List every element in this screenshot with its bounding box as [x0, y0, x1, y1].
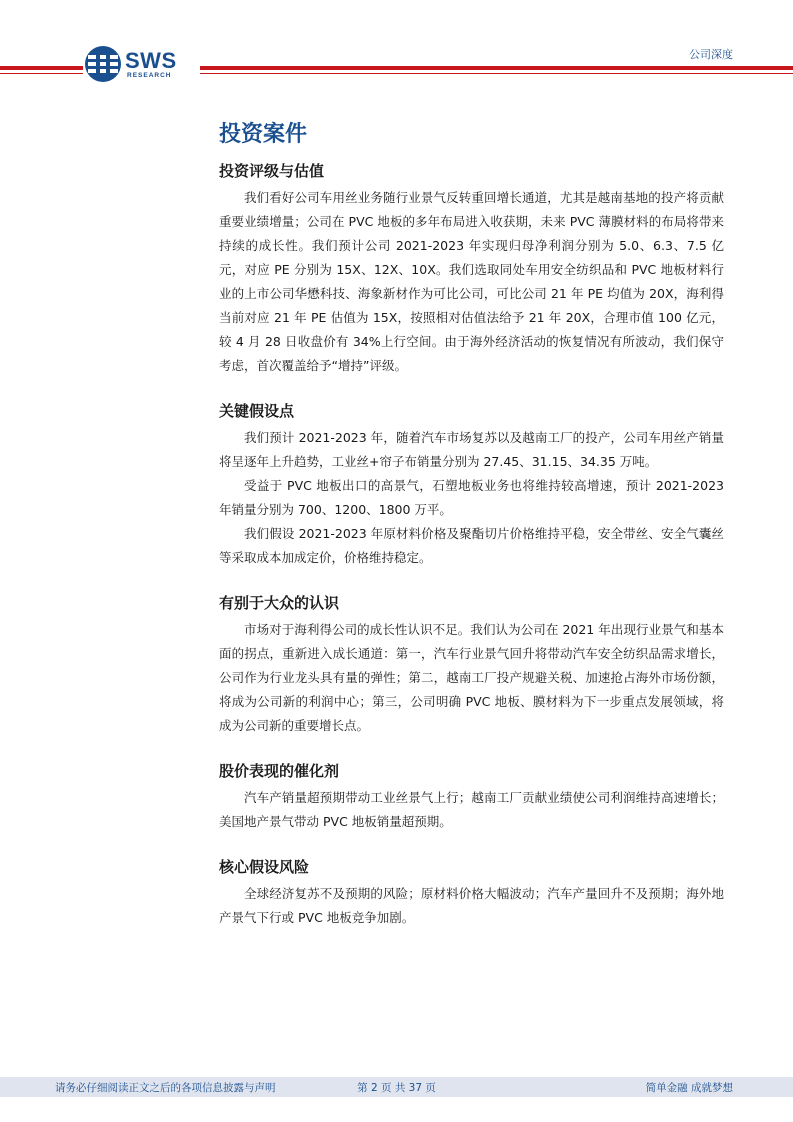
section-differentiated-view [219, 590, 724, 738]
header-rule-right-thin [200, 73, 793, 74]
section-title: 有别于大众的认识 [219, 594, 340, 612]
section-catalysts [219, 758, 724, 834]
paragraph: 市场对于海利得公司的成长性认识不足。我们认为公司在 2021 年出现行业景气和基本面的拐点，重新进入成长通道：第一，汽车行业景气回升将带动汽车安全纺织品需求增长，公司作为行业龙头具有量的弹性；第二，越南工厂投产规避关税、加速抢占海外市场份额，将成为公司新的利润中心；第三，公司明确 PVC 地板、膜材料为下一步重点发展领域，将成为公司新的重要增长点。 [219, 622, 724, 733]
logo-text: SWS [125, 48, 177, 73]
logo-subtext: RESEARCH [127, 72, 172, 79]
header-rule-left-thin [0, 73, 83, 74]
header-rule-left [0, 66, 83, 70]
section-title: 股价表现的催化剂 [219, 762, 340, 780]
paragraph: 我们预计 2021-2023 年，随着汽车市场复苏以及越南工厂的投产，公司车用丝产销量将呈逐年上升趋势，工业丝+帘子布销量分别为 27.45、31.15、34.35 万吨。 [219, 430, 724, 469]
header-rule-right [200, 66, 793, 70]
section-title: 投资评级与估值 [219, 162, 325, 180]
paragraph: 我们看好公司车用丝业务随行业景气反转重回增长通道，尤其是越南基地的投产将贡献重要业绩增量；公司在 PVC 地板的多年布局进入收获期，未来 PVC 薄膜材料的布局将带来持续的成长性。我们预计公司 2021-2023 年实现归母净利润分别为 5.0、6.3、7.5 亿元，对应 PE 分别为 15X、12X、10X。我们选取同处车用安全纺织品和 PVC 地板材料行业的上市公司华懋科技、海象新材作为可比公司，可比公司 21 年 PE 均值为 20X，海利得当前对应 21 年 PE 估值为 15X，按照相对估值法给予 21 年 20X，合理市值 100 亿元，较 4 月 28 日收盘价有 34%上行空间。由于海外经济活动的恢复情况有所波动，我们保守考虑，首次覆盖给予“增持”评级。 [219, 190, 724, 373]
paragraph: 受益于 PVC 地板出口的高景气，石塑地板业务也将维持较高增速，预计 2021-2023 年销量分别为 700、1200、1800 万平。 [219, 478, 724, 517]
page-title: 投资案件 [219, 122, 308, 147]
paragraph: 我们假设 2021-2023 年原材料价格及聚酯切片价格维持平稳，安全带丝、安全气囊丝等采取成本加成定价，价格维持稳定。 [219, 526, 724, 565]
footer-disclaimer: 请务必仔细阅读正文之后的各项信息披露与声明 [55, 1082, 276, 1094]
paragraph: 汽车产销量超预期带动工业丝景气上行；越南工厂贡献业绩使公司利润维持高速增长；美国地产景气带动 PVC 地板销量超预期。 [219, 790, 724, 829]
section-valuation [219, 158, 724, 378]
section-key-assumptions [219, 398, 724, 570]
footer-slogan: 简单金融 成就梦想 [645, 1082, 733, 1094]
section-title: 关键假设点 [219, 402, 295, 420]
section-risks [219, 854, 724, 930]
page-number: 第 2 页 共 37 页 [357, 1082, 436, 1094]
page-footer [0, 1077, 793, 1097]
report-type-label: 公司深度 [689, 48, 733, 61]
logo-mark-icon [83, 44, 123, 84]
company-logo [83, 44, 195, 84]
paragraph: 全球经济复苏不及预期的风险；原材料价格大幅波动；汽车产量回升不及预期；海外地产景气下行或 PVC 地板竞争加剧。 [219, 886, 724, 925]
main-content [219, 118, 724, 950]
section-title: 核心假设风险 [219, 858, 310, 876]
